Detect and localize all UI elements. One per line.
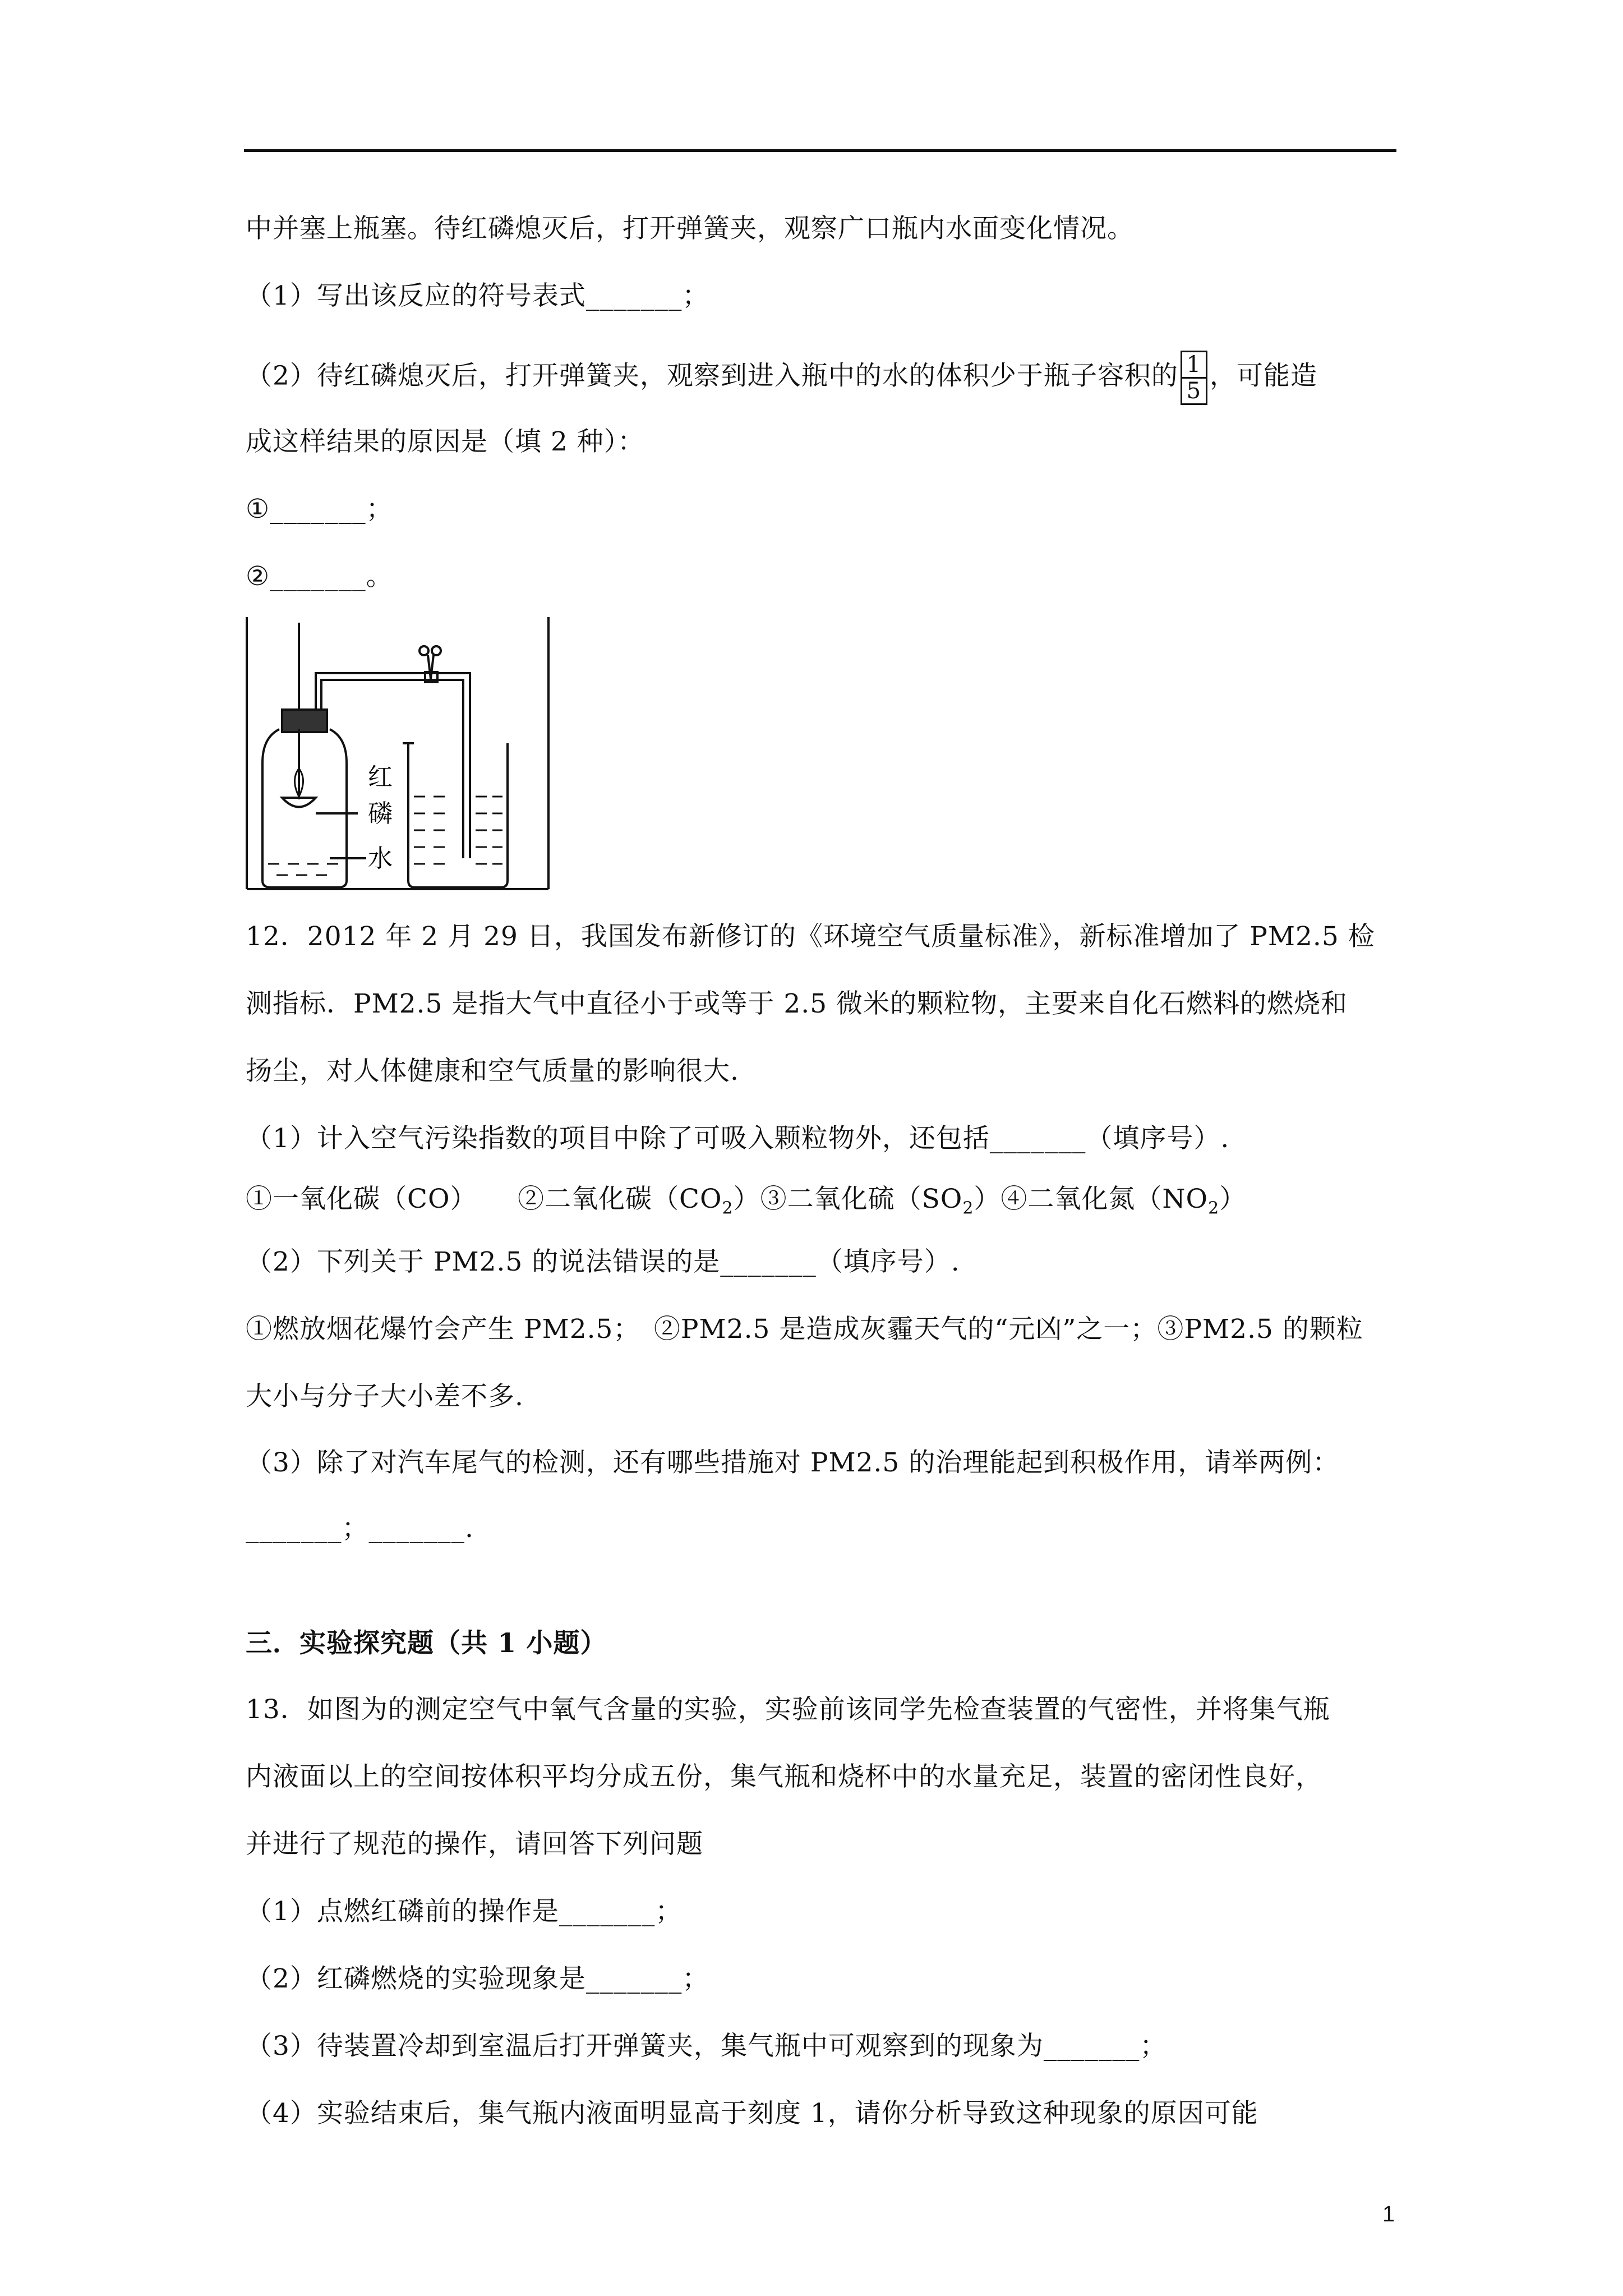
question-12-3: （3）除了对汽车尾气的检测，还有哪些措施对 PM2.5 的治理能起到积极作用，请举两例： <box>246 1447 1340 1478</box>
answer-blank-1: ①_______； <box>246 494 393 524</box>
apparatus-diagram <box>246 617 554 895</box>
answer-blanks: _______；_______. <box>246 1513 474 1544</box>
question-11-2: （2）待红磷熄灭后，打开弹簧夹，观察到进入瓶中的水的体积少于瓶子容积的 $\frac{1}{5}$ ，可能造 <box>246 352 1317 404</box>
text-line: 扬尘，对人体健康和空气质量的影响很大. <box>246 1056 739 1087</box>
question-11-1: （1）写出该反应的符号表式_______； <box>246 280 709 311</box>
section-heading: 三．实验探究题（共 1 小题） <box>246 1628 607 1659</box>
answer-blank-2: ②_______。 <box>246 561 393 592</box>
question-13-4: （4）实验结束后，集气瓶内液面明显高于刻度 1，请你分析导致这种现象的原因可能 <box>246 2098 1258 2129</box>
question-12-1: （1）计入空气污染指数的项目中除了可吸入颗粒物外，还包括_______（填序号）. <box>246 1123 1230 1154</box>
label-phosphorus: 磷 <box>368 799 393 828</box>
label-water: 水 <box>368 844 393 873</box>
question-13-2: （2）红磷燃烧的实验现象是_______； <box>246 1963 709 1994</box>
text-line: 并进行了规范的操作，请回答下列问题 <box>246 1829 703 1860</box>
text-line: 成这样结果的原因是（填 2 种）： <box>246 426 645 457</box>
question-12-2: （2）下列关于 PM2.5 的说法错误的是_______（填序号）. <box>246 1246 960 1277</box>
text-line: 大小与分子大小差不多. <box>246 1381 524 1412</box>
fraction-one-fifth: $\frac{1}{5}$ <box>1181 351 1207 405</box>
options-12-1: ①一氧化碳（CO） ②二氧化碳$(CO_2)③$二氧化硫$(SO_2)④$二氧化氮$(NO_2)$ <box>246 1184 1247 1218</box>
options-12-2: ①燃放烟花爆竹会产生 PM2.5； ②PM2.5 是造成灰霾天气的“元凶”之一；③PM2.5 的颗粒 <box>246 1314 1363 1345</box>
text-line: 内液面以上的空间按体积平均分成五份，集气瓶和烧杯中的水量充足，装置的密闭性良好， <box>246 1761 1322 1792</box>
page-number: 1 <box>1382 2202 1395 2226</box>
text-line: 测指标．PM2.5 是指大气中直径小于或等于 2.5 微米的颗粒物，主要来自化石燃料的燃烧和 <box>246 988 1348 1019</box>
question-13-3: （3）待装置冷却到室温后打开弹簧夹，集气瓶中可观察到的现象为_______； <box>246 2031 1167 2062</box>
label-red: 红 <box>368 763 393 792</box>
question-13: 13．如图为的测定空气中氧气含量的实验，实验前该同学先检查装置的气密性，并将集气瓶 <box>246 1694 1330 1725</box>
question-12: 12．2012 年 2 月 29 日，我国发布新修订的《环境空气质量标准》，新标准增加了 PM2.5 检 <box>246 921 1375 952</box>
question-13-1: （1）点燃红磷前的操作是_______； <box>246 1896 683 1927</box>
text-line: 中并塞上瓶塞。待红磷熄灭后，打开弹簧夹，观察广口瓶内水面变化情况。 <box>246 213 1134 244</box>
header-rule <box>244 149 1396 152</box>
